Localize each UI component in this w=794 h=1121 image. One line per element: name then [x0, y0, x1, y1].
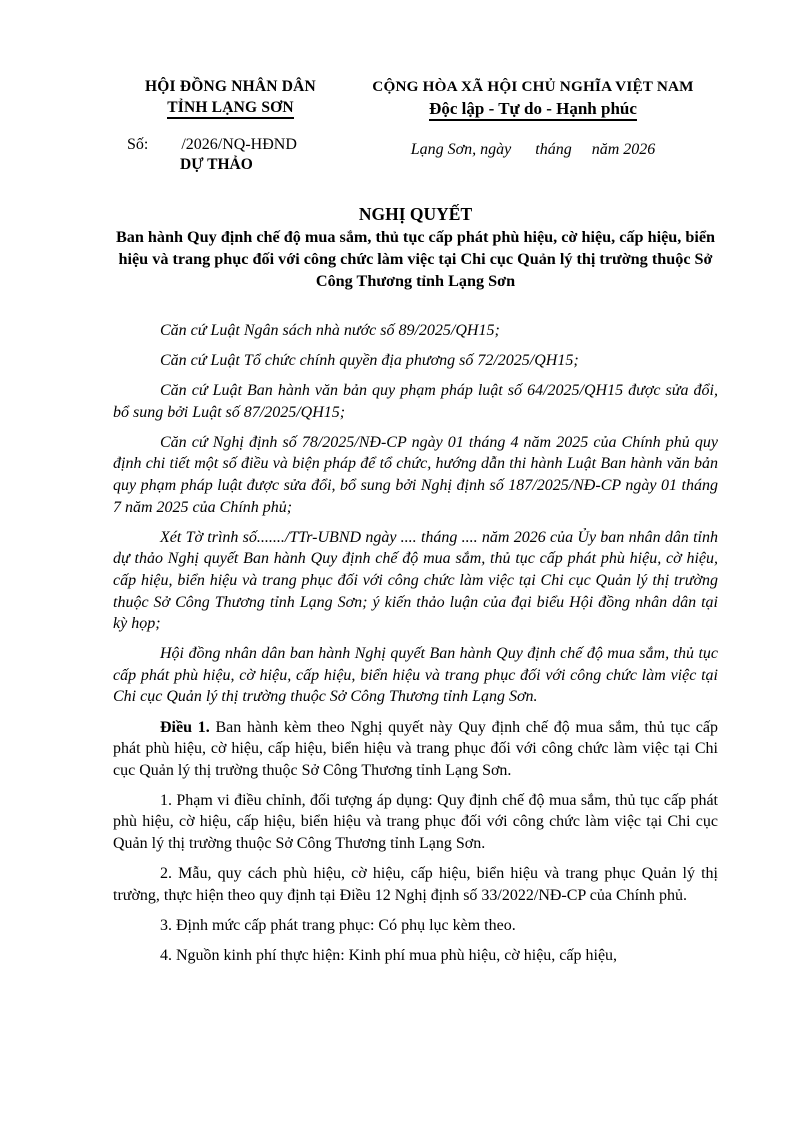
issuing-authority-province-text: TỈNH LẠNG SƠN — [167, 99, 294, 119]
national-motto-text: Độc lập - Tự do - Hạnh phúc — [429, 99, 637, 121]
national-motto-block — [348, 76, 718, 160]
national-motto — [348, 98, 718, 121]
legal-basis-paragraph: Căn cứ Nghị định số 78/2025/NĐ-CP ngày 01 tháng 4 năm 2025 của Chính phủ quy định chi tiết một số điều và biện pháp để tổ chức, hướng dẫn thi hành Luật Ban hành văn bản quy phạm pháp luật được sửa đổi, bổ sung bởi Nghị định số 187/2025/NĐ-CP ngày 01 tháng 7 năm 2025 của Chính phủ; — [113, 433, 718, 516]
document-number-value: /2026/NQ-HĐND — [181, 136, 297, 153]
national-name: CỘNG HÒA XÃ HỘI CHỦ NGHĨA VIỆT NAM — [372, 78, 694, 95]
resolution-intro-paragraph: Hội đồng nhân dân ban hành Nghị quyết Ban hành Quy định chế độ mua sắm, thủ tục cấp phát phù hiệu, cờ hiệu, cấp hiệu, biển hiệu và trang phục đối với công chức làm việc tại Chi cục Quản lý thị trường thuộc Sở Công Thương tỉnh Lạng Sơn. — [113, 645, 718, 706]
legal-basis-paragraph: Căn cứ Luật Ban hành văn bản quy phạm pháp luật số 64/2025/QH15 được sửa đổi, bổ sung bởi Luật số 87/2025/QH15; — [113, 382, 718, 421]
legal-basis-paragraph: Căn cứ Luật Tổ chức chính quyền địa phương số 72/2025/QH15; — [160, 352, 579, 370]
document-type-title: NGHỊ QUYẾT — [358, 204, 473, 224]
issuing-authority-province — [113, 97, 348, 118]
article-1-label: Điều 1. — [160, 718, 210, 736]
draft-label: DỰ THẢO — [180, 156, 253, 173]
document-number-row — [113, 135, 348, 155]
article-1-paragraph — [113, 717, 718, 782]
document-header — [113, 76, 718, 175]
issuing-authority-block — [113, 76, 348, 175]
proposal-consideration-paragraph: Xét Tờ trình số......./TTr-UBND ngày .... tháng .... năm 2026 của Ủy ban nhân dân tỉnh dự thảo Nghị quyết Ban hành Quy định chế độ mua sắm, thủ tục cấp phát phù hiệu, cờ hiệu, cấp hiệu, biển hiệu và trang phục đối với công chức làm việc tại Chi cục Quản lý thị trường thuộc Sở Công Thương tỉnh Lạng Sơn; ý kiến thảo luận của đại biểu Hội đồng nhân dân tại kỳ họp; — [113, 528, 718, 633]
article-1-item: 4. Nguồn kinh phí thực hiện: Kinh phí mua phù hiệu, cờ hiệu, cấp hiệu, — [160, 946, 618, 964]
article-1-item: 1. Phạm vi điều chỉnh, đối tượng áp dụng: Quy định chế độ mua sắm, thủ tục cấp phát phù hiệu, cờ hiệu, cấp hiệu, biển hiệu và trang phục đối với công chức làm việc tại Chi cục Quản lý thị trường thuộc Sở Công Thương tỉnh Lạng Sơn. — [113, 791, 718, 852]
article-1-text: Ban hành kèm theo Nghị quyết này Quy định chế độ mua sắm, thủ tục cấp phát phù hiệu, cờ hiệu, cấp hiệu, biển hiệu và trang phục đối với công chức làm việc tại Chi cục Quản lý thị trường thuộc Sở Công Thương tỉnh Lạng Sơn. — [113, 718, 718, 779]
article-1-item: 2. Mẫu, quy cách phù hiệu, cờ hiệu, cấp hiệu, biển hiệu và trang phục Quản lý thị trường, thực hiện theo quy định tại Điều 12 Nghị định số 33/2022/NĐ-CP của Chính phủ. — [113, 865, 718, 904]
article-1-item: 3. Định mức cấp phát trang phục: Có phụ lục kèm theo. — [160, 916, 516, 934]
document-body — [113, 320, 718, 966]
place-date-line: Lạng Sơn, ngày tháng năm 2026 — [410, 141, 656, 158]
legal-basis-paragraph: Căn cứ Luật Ngân sách nhà nước số 89/2025/QH15; — [160, 322, 500, 339]
document-number-label: Số: — [127, 136, 149, 153]
issuing-authority-name: HỘI ĐỒNG NHÂN DÂN — [145, 78, 316, 95]
document-subtitle: Ban hành Quy định chế độ mua sắm, thủ tục cấp phát phù hiệu, cờ hiệu, cấp hiệu, biển hiệu và trang phục đối với công chức làm việc tại Chi cục Quản lý thị trường thuộc Sở Công Thương tỉnh Lạng Sơn — [115, 228, 716, 290]
